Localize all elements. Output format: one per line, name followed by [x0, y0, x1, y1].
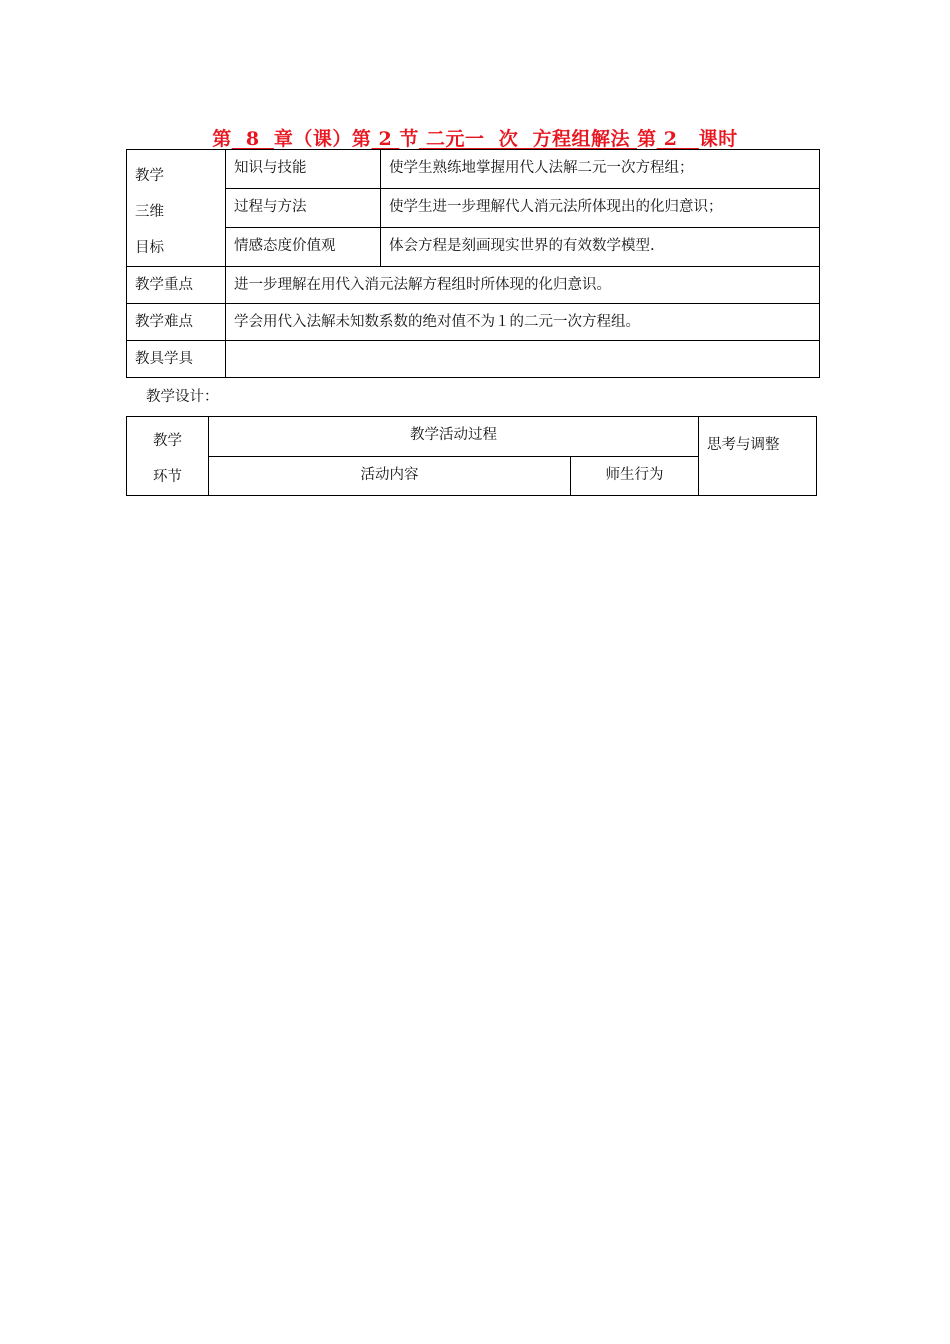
objectives-table: [126, 149, 820, 378]
stage-label-line: 教学: [153, 433, 182, 449]
process-header: 教学活动过程: [209, 417, 699, 457]
side-label-line: 教学: [135, 168, 164, 184]
table-row: [127, 189, 820, 228]
difficulty-label: 教学难点: [127, 304, 226, 341]
stage-label: [127, 417, 209, 496]
tools-label: 教具学具: [127, 341, 226, 378]
reflect-header: 思考与调整: [699, 417, 817, 496]
objective-content: 体会方程是刻画现实世界的有效数学模型.: [381, 228, 820, 267]
objective-label: 情感态度价值观: [226, 228, 381, 267]
design-table: [126, 416, 817, 496]
difficulty-content: 学会用代入法解未知数系数的绝对值不为１的二元一次方程组。: [226, 304, 820, 341]
title-section: 2: [371, 128, 400, 150]
title-part: 第: [212, 128, 232, 150]
title-part: 课时: [698, 128, 738, 150]
title-part: 第: [637, 128, 657, 150]
title-lesson: 2: [656, 128, 699, 150]
tools-content: [226, 341, 820, 378]
table-row: [127, 267, 820, 304]
table-row: [127, 341, 820, 378]
design-caption: 教学设计：: [146, 389, 219, 405]
page-title: [0, 124, 950, 151]
table-row: [127, 150, 820, 189]
title-topic: 二元一 次 方程组解法: [418, 128, 638, 150]
activity-header: 活动内容: [209, 456, 571, 496]
objective-content: 使学生熟练地掌握用代人法解二元一次方程组；: [381, 150, 820, 189]
side-label-line: 目标: [135, 240, 164, 256]
stage-label-line: 环节: [153, 469, 182, 485]
objective-label: 知识与技能: [226, 150, 381, 189]
key-point-label: 教学重点: [127, 267, 226, 304]
title-part: 章（课）第: [273, 128, 372, 150]
objective-content: 使学生进一步理解代人消元法所体现出的化归意识；: [381, 189, 820, 228]
behavior-header: 师生行为: [571, 456, 699, 496]
side-label-line: 三维: [135, 204, 164, 220]
table-row: [127, 304, 820, 341]
title-chapter: 8: [231, 128, 274, 150]
table-row: [127, 228, 820, 267]
objective-label: 过程与方法: [226, 189, 381, 228]
title-part: 节: [399, 128, 419, 150]
table-row: [127, 417, 817, 457]
key-point-content: 进一步理解在用代入消元法解方程组时所体现的化归意识。: [226, 267, 820, 304]
three-dim-goal-label: [127, 150, 226, 267]
